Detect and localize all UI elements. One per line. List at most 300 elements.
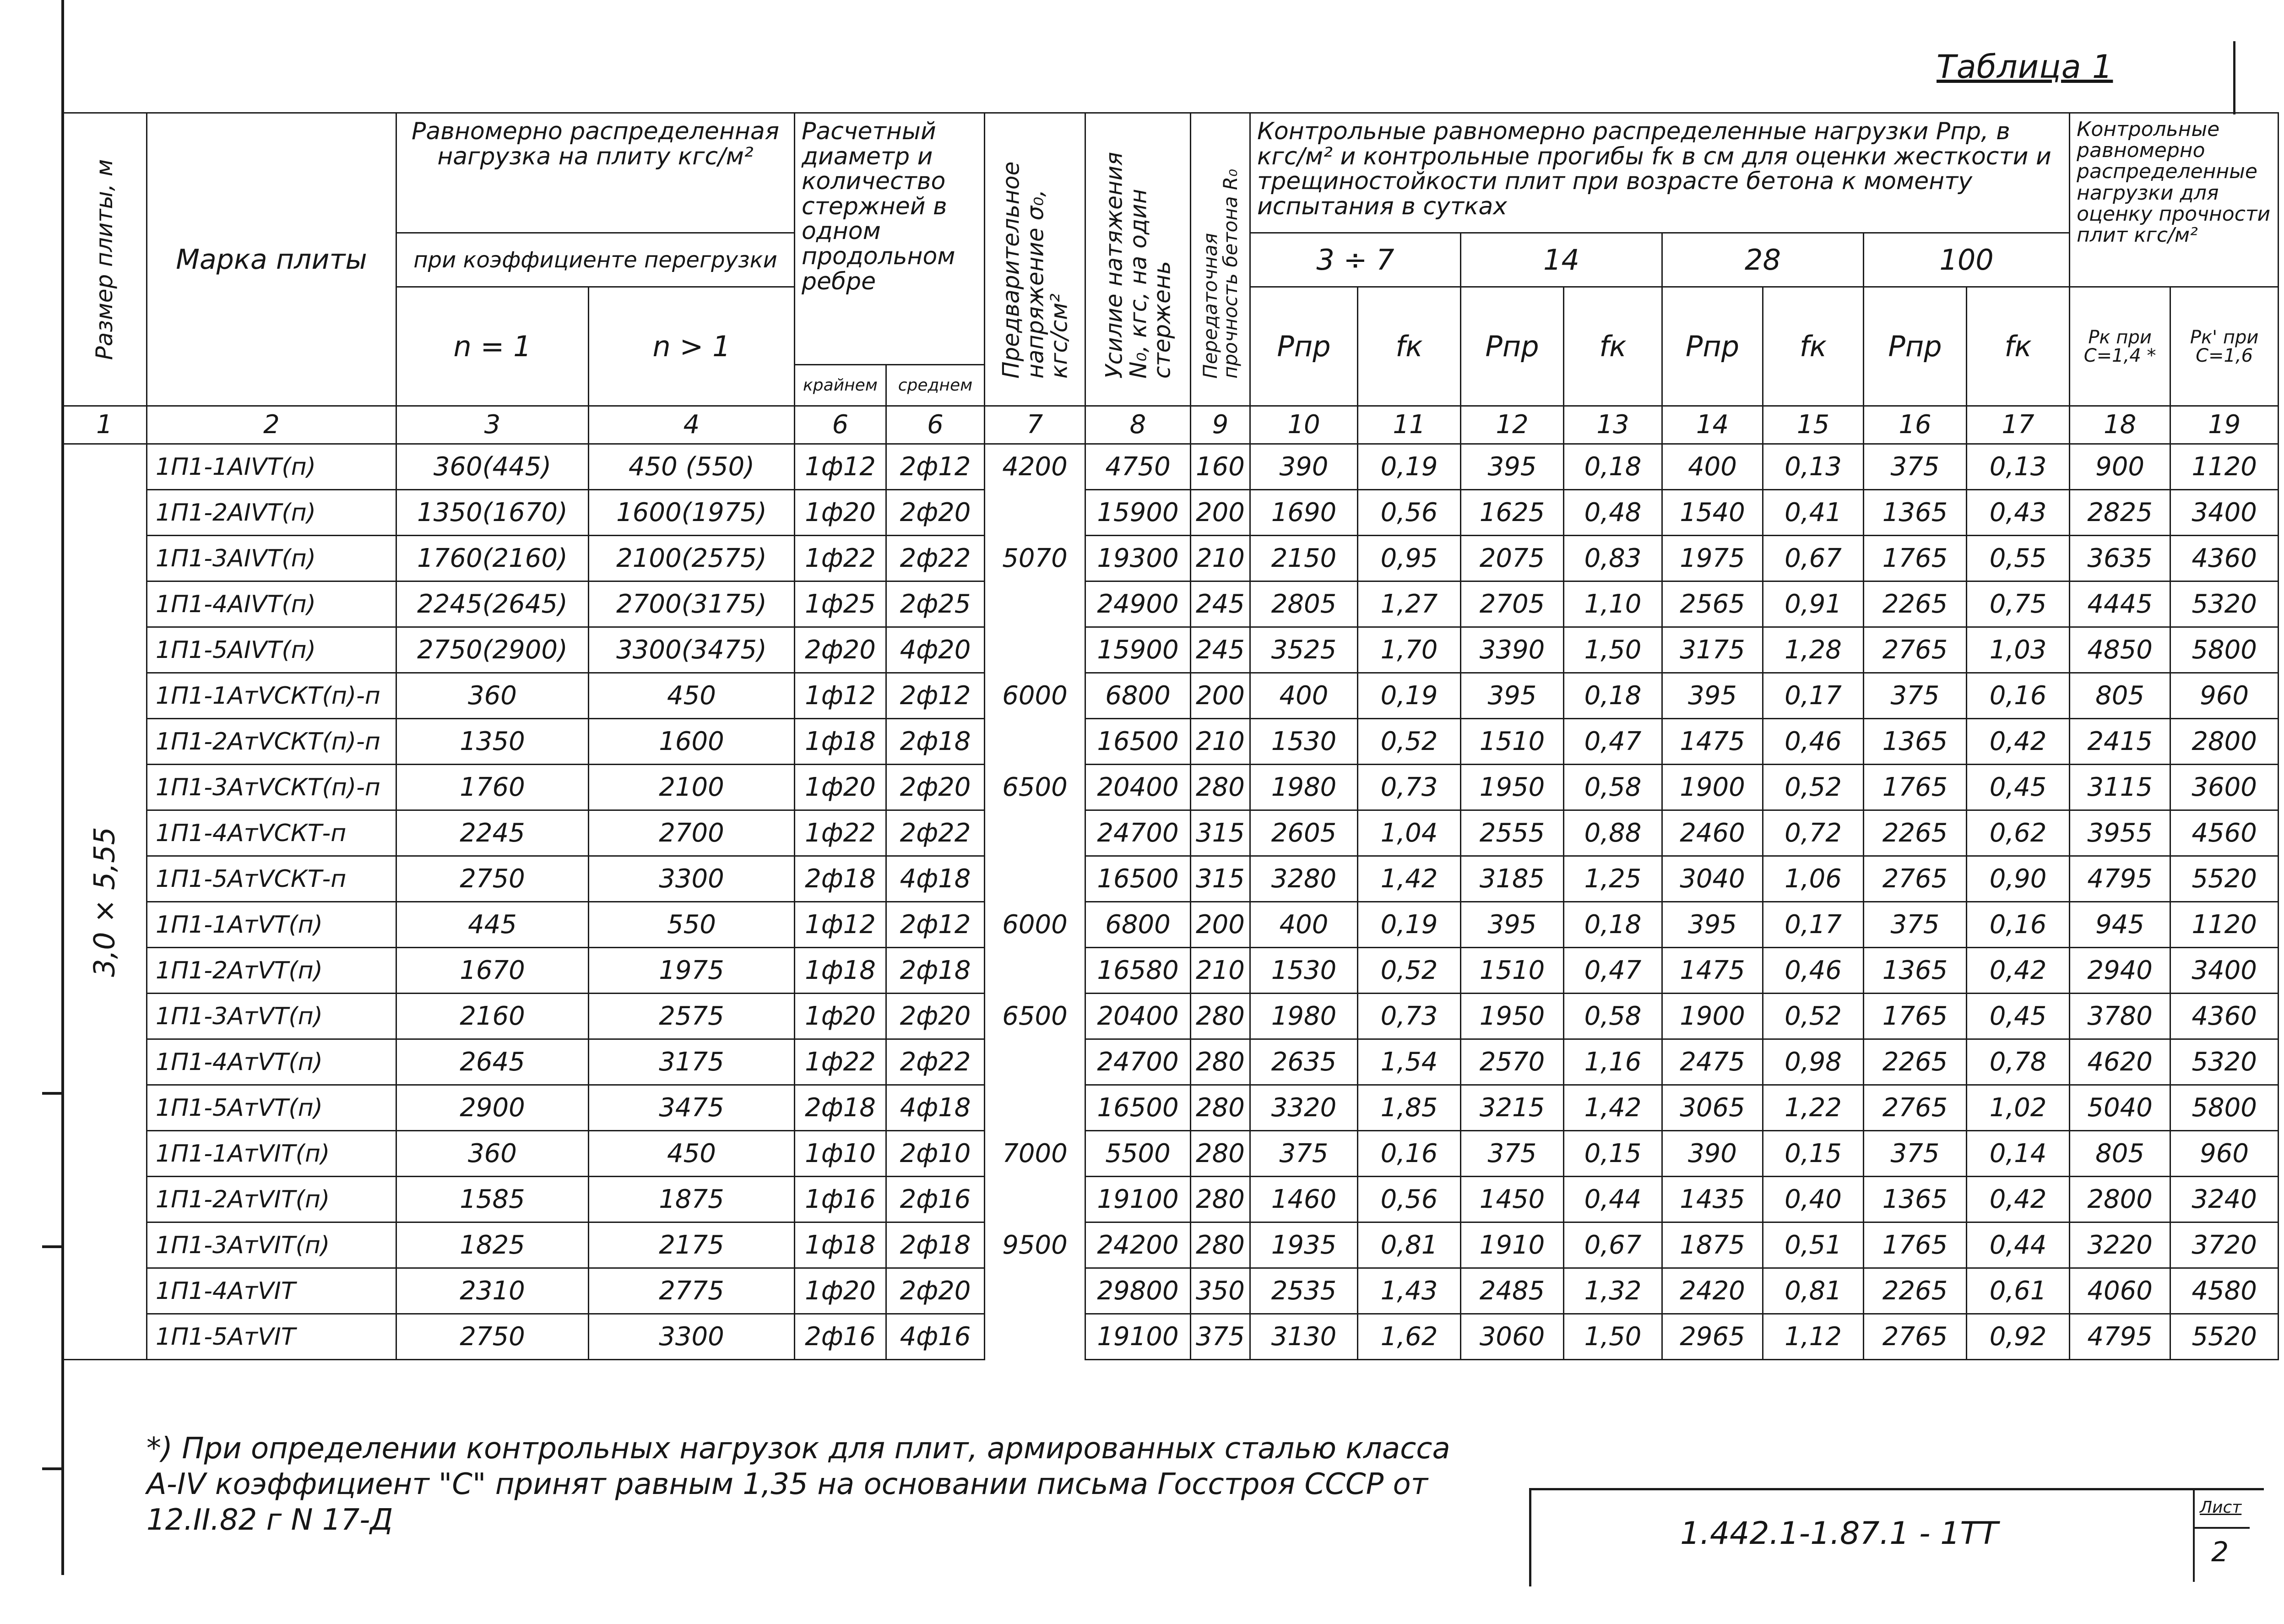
rebar-edge: 1ф18 (795, 719, 886, 765)
p-28: 2475 (1662, 1039, 1763, 1085)
f-14: 1,42 (1564, 1085, 1662, 1131)
header-overload-coeff: при коэффициенте перегрузки (396, 233, 795, 287)
rebar-edge: 1ф22 (795, 1039, 886, 1085)
f-28: 0,46 (1763, 948, 1864, 994)
frame-right-border (2233, 41, 2235, 114)
p-100: 2765 (1864, 1314, 1967, 1360)
f-28: 1,28 (1763, 627, 1864, 673)
p-14: 2705 (1461, 581, 1564, 627)
tension-force: 19100 (1085, 1177, 1191, 1222)
load-n-gt1: 1600(1975) (589, 490, 795, 536)
load-n1: 1760(2160) (396, 536, 589, 581)
f-100: 0,14 (1967, 1131, 2070, 1177)
column-index-cell: 17 (1967, 406, 2070, 444)
p-100: 375 (1864, 1131, 1967, 1177)
column-index-cell: 12 (1461, 406, 1564, 444)
f-100: 0,92 (1967, 1314, 2070, 1360)
table-row (62, 1314, 2279, 1360)
f-14: 0,18 (1564, 902, 1662, 948)
f-3-7: 1,62 (1358, 1314, 1461, 1360)
tension-force: 6800 (1085, 902, 1191, 948)
column-index-cell: 10 (1250, 406, 1358, 444)
tension-force: 20400 (1085, 994, 1191, 1039)
rebar-edge: 1ф22 (795, 536, 886, 581)
title-block-divider (2193, 1490, 2195, 1582)
header-age-3-7: 3 ÷ 7 (1250, 233, 1461, 287)
rebar-edge: 2ф18 (795, 856, 886, 902)
plate-mark: 1П1-1АIVТ(п) (147, 444, 396, 490)
header-force: Усилие натяжения N₀, кгс, на один стержень (1085, 113, 1191, 406)
f-28: 0,52 (1763, 765, 1864, 810)
prestress: 4200 (985, 444, 1085, 490)
load-n-gt1: 1975 (589, 948, 795, 994)
prestress (985, 1314, 1085, 1360)
f-100: 0,42 (1967, 1177, 2070, 1222)
transfer-strength: 200 (1191, 490, 1250, 536)
f-3-7: 0,52 (1358, 719, 1461, 765)
f-14: 0,47 (1564, 719, 1662, 765)
f-100: 0,45 (1967, 765, 2070, 810)
load-n1: 360(445) (396, 444, 589, 490)
f-14: 1,50 (1564, 1314, 1662, 1360)
f-3-7: 0,52 (1358, 948, 1461, 994)
f-100: 0,42 (1967, 719, 2070, 765)
f-100: 0,61 (1967, 1268, 2070, 1314)
f-14: 0,44 (1564, 1177, 1662, 1222)
column-index-row (62, 406, 2279, 444)
f-3-7: 0,56 (1358, 1177, 1461, 1222)
pk-c14: 945 (2070, 902, 2170, 948)
header-fk: fк (1763, 287, 1864, 406)
prestress: 6500 (985, 994, 1085, 1039)
table-row (62, 856, 2279, 902)
rebar-edge: 1ф20 (795, 765, 886, 810)
table-row (62, 948, 2279, 994)
f-3-7: 0,81 (1358, 1222, 1461, 1268)
plate-mark: 1П1-5АтVIТ (147, 1314, 396, 1360)
header-prestress: Предварительное напряжение σ₀, кгс/см² (985, 113, 1085, 406)
p-14: 375 (1461, 1131, 1564, 1177)
rebar-edge: 1ф16 (795, 1177, 886, 1222)
load-n1: 2750(2900) (396, 627, 589, 673)
rebar-mid: 2ф12 (886, 902, 985, 948)
f-14: 0,83 (1564, 536, 1662, 581)
plate-mark: 1П1-4АтVIТ (147, 1268, 396, 1314)
rebar-edge: 1ф18 (795, 1222, 886, 1268)
p-28: 3040 (1662, 856, 1763, 902)
f-3-7: 1,04 (1358, 810, 1461, 856)
column-index-cell: 1 (62, 406, 147, 444)
p-14: 1910 (1461, 1222, 1564, 1268)
p-100: 1765 (1864, 765, 1967, 810)
p-28: 2965 (1662, 1314, 1763, 1360)
load-n-gt1: 2100(2575) (589, 536, 795, 581)
pk-c16: 3240 (2170, 1177, 2279, 1222)
table-row (62, 994, 2279, 1039)
load-n1: 1350(1670) (396, 490, 589, 536)
p-14: 2570 (1461, 1039, 1564, 1085)
frame-tick (42, 1092, 63, 1095)
p-28: 1975 (1662, 536, 1763, 581)
plate-mark: 1П1-4АтVТ(п) (147, 1039, 396, 1085)
load-table (61, 112, 2279, 1360)
pk-c14: 3115 (2070, 765, 2170, 810)
p-14: 1625 (1461, 490, 1564, 536)
pk-c16: 4360 (2170, 536, 2279, 581)
load-n1: 1585 (396, 1177, 589, 1222)
plate-mark: 1П1-3АтVСКТ(п)-п (147, 765, 396, 810)
f-100: 0,78 (1967, 1039, 2070, 1085)
pk-c14: 2825 (2070, 490, 2170, 536)
load-n1: 2645 (396, 1039, 589, 1085)
rebar-mid: 4ф18 (886, 856, 985, 902)
p-14: 2555 (1461, 810, 1564, 856)
load-n-gt1: 3175 (589, 1039, 795, 1085)
f-100: 0,42 (1967, 948, 2070, 994)
plate-mark: 1П1-4АIVТ(п) (147, 581, 396, 627)
p-28: 1435 (1662, 1177, 1763, 1222)
table-label: Таблица 1 (1937, 48, 2113, 86)
sheet-label: Лист (2200, 1498, 2242, 1517)
rebar-mid: 2ф22 (886, 1039, 985, 1085)
transfer-strength: 280 (1191, 1177, 1250, 1222)
f-100: 0,16 (1967, 902, 2070, 948)
table-row (62, 765, 2279, 810)
p-14: 1510 (1461, 948, 1564, 994)
header-transfer-strength: Передаточная прочность бетона R₀ (1191, 113, 1250, 406)
table-row (62, 719, 2279, 765)
pk-c16: 1120 (2170, 444, 2279, 490)
f-3-7: 1,27 (1358, 581, 1461, 627)
prestress: 6500 (985, 765, 1085, 810)
rebar-edge: 1ф25 (795, 581, 886, 627)
f-3-7: 0,16 (1358, 1131, 1461, 1177)
document-code: 1.442.1-1.87.1 - 1ТТ (1680, 1515, 1998, 1552)
pk-c14: 5040 (2070, 1085, 2170, 1131)
tension-force: 19100 (1085, 1314, 1191, 1360)
transfer-strength: 280 (1191, 994, 1250, 1039)
transfer-strength: 350 (1191, 1268, 1250, 1314)
p-3-7: 1980 (1250, 765, 1358, 810)
pk-c16: 3400 (2170, 948, 2279, 994)
column-index-cell: 7 (985, 406, 1085, 444)
size-label: 3,0 × 5,55 (87, 826, 121, 977)
p-100: 1765 (1864, 994, 1967, 1039)
p-100: 2265 (1864, 1039, 1967, 1085)
table-row (62, 1177, 2279, 1222)
rebar-mid: 4ф16 (886, 1314, 985, 1360)
sheet-number: 2 (2211, 1536, 2229, 1568)
table-row (62, 1222, 2279, 1268)
transfer-strength: 315 (1191, 856, 1250, 902)
column-index-cell: 4 (589, 406, 795, 444)
header-rebar: Расчетный диаметр и количество стержней в одном продольном ребре (795, 113, 985, 365)
pk-c16: 5320 (2170, 1039, 2279, 1085)
f-14: 0,58 (1564, 994, 1662, 1039)
header-age-28: 28 (1662, 233, 1864, 287)
f-3-7: 0,95 (1358, 536, 1461, 581)
transfer-strength: 280 (1191, 1222, 1250, 1268)
f-100: 1,02 (1967, 1085, 2070, 1131)
header-ppr: Pпр (1864, 287, 1967, 406)
f-3-7: 0,19 (1358, 444, 1461, 490)
p-28: 390 (1662, 1131, 1763, 1177)
f-100: 0,43 (1967, 490, 2070, 536)
p-100: 375 (1864, 902, 1967, 948)
f-14: 0,18 (1564, 673, 1662, 719)
frame-tick (42, 1245, 63, 1248)
pk-c14: 4620 (2070, 1039, 2170, 1085)
load-n1: 1670 (396, 948, 589, 994)
p-100: 2265 (1864, 1268, 1967, 1314)
load-n1: 2750 (396, 856, 589, 902)
p-14: 1950 (1461, 765, 1564, 810)
p-3-7: 3130 (1250, 1314, 1358, 1360)
f-100: 0,62 (1967, 810, 2070, 856)
transfer-strength: 160 (1191, 444, 1250, 490)
prestress (985, 1268, 1085, 1314)
pk-c16: 4580 (2170, 1268, 2279, 1314)
load-n-gt1: 450 (550) (589, 444, 795, 490)
pk-c16: 2800 (2170, 719, 2279, 765)
pk-c14: 900 (2070, 444, 2170, 490)
prestress: 6000 (985, 902, 1085, 948)
p-3-7: 1980 (1250, 994, 1358, 1039)
rebar-mid: 2ф18 (886, 719, 985, 765)
transfer-strength: 210 (1191, 719, 1250, 765)
load-n1: 445 (396, 902, 589, 948)
transfer-strength: 200 (1191, 673, 1250, 719)
header-fk: fк (1564, 287, 1662, 406)
plate-mark: 1П1-1АтVТ(п) (147, 902, 396, 948)
rebar-mid: 2ф25 (886, 581, 985, 627)
f-28: 1,06 (1763, 856, 1864, 902)
pk-c14: 805 (2070, 673, 2170, 719)
f-100: 0,55 (1967, 536, 2070, 581)
prestress (985, 581, 1085, 627)
p-28: 1475 (1662, 719, 1763, 765)
table-row (62, 1131, 2279, 1177)
f-28: 0,67 (1763, 536, 1864, 581)
p-28: 395 (1662, 673, 1763, 719)
load-n-gt1: 3300 (589, 1314, 795, 1360)
f-100: 0,75 (1967, 581, 2070, 627)
p-28: 400 (1662, 444, 1763, 490)
rebar-mid: 2ф10 (886, 1131, 985, 1177)
pk-c14: 2940 (2070, 948, 2170, 994)
pk-c16: 960 (2170, 1131, 2279, 1177)
f-28: 1,12 (1763, 1314, 1864, 1360)
table-row (62, 490, 2279, 536)
p-100: 1765 (1864, 536, 1967, 581)
column-index-cell: 9 (1191, 406, 1250, 444)
p-14: 1450 (1461, 1177, 1564, 1222)
plate-mark: 1П1-2АтVСКТ(п)-п (147, 719, 396, 765)
tension-force: 16500 (1085, 856, 1191, 902)
plate-mark: 1П1-4АтVСКТ-п (147, 810, 396, 856)
rebar-edge: 2ф18 (795, 1085, 886, 1131)
rebar-mid: 2ф22 (886, 810, 985, 856)
p-28: 1475 (1662, 948, 1763, 994)
rebar-edge: 1ф10 (795, 1131, 886, 1177)
f-14: 1,10 (1564, 581, 1662, 627)
f-28: 0,17 (1763, 673, 1864, 719)
rebar-edge: 1ф20 (795, 490, 886, 536)
p-28: 1900 (1662, 994, 1763, 1039)
header-age-100: 100 (1864, 233, 2070, 287)
p-100: 1765 (1864, 1222, 1967, 1268)
rebar-edge: 1ф20 (795, 1268, 886, 1314)
load-n-gt1: 2575 (589, 994, 795, 1039)
p-28: 1540 (1662, 490, 1763, 536)
column-index-cell: 15 (1763, 406, 1864, 444)
pk-c14: 4850 (2070, 627, 2170, 673)
rebar-edge: 1ф12 (795, 673, 886, 719)
p-100: 2765 (1864, 627, 1967, 673)
transfer-strength: 315 (1191, 810, 1250, 856)
plate-mark: 1П1-1АтVIТ(п) (147, 1131, 396, 1177)
rebar-mid: 2ф20 (886, 1268, 985, 1314)
pk-c14: 3955 (2070, 810, 2170, 856)
pk-c14: 2800 (2070, 1177, 2170, 1222)
f-14: 0,48 (1564, 490, 1662, 536)
load-n1: 2310 (396, 1268, 589, 1314)
tension-force: 16500 (1085, 1085, 1191, 1131)
size-cell (62, 444, 147, 1360)
p-14: 3185 (1461, 856, 1564, 902)
header-ppr: Pпр (1662, 287, 1763, 406)
f-3-7: 1,85 (1358, 1085, 1461, 1131)
rebar-edge: 1ф20 (795, 994, 886, 1039)
load-n-gt1: 2175 (589, 1222, 795, 1268)
header-age-14: 14 (1461, 233, 1662, 287)
f-14: 0,58 (1564, 765, 1662, 810)
prestress (985, 490, 1085, 536)
f-14: 0,47 (1564, 948, 1662, 994)
rebar-mid: 2ф20 (886, 765, 985, 810)
plate-mark: 1П1-2АтVТ(п) (147, 948, 396, 994)
table-row (62, 536, 2279, 581)
load-n1: 1825 (396, 1222, 589, 1268)
header-n1: n = 1 (396, 287, 589, 406)
f-3-7: 1,42 (1358, 856, 1461, 902)
p-28: 2420 (1662, 1268, 1763, 1314)
p-100: 1365 (1864, 948, 1967, 994)
header-ppr: Pпр (1461, 287, 1564, 406)
f-28: 0,46 (1763, 719, 1864, 765)
f-28: 0,98 (1763, 1039, 1864, 1085)
f-3-7: 0,73 (1358, 994, 1461, 1039)
load-n1: 2160 (396, 994, 589, 1039)
p-28: 3065 (1662, 1085, 1763, 1131)
header-ppr: Pпр (1250, 287, 1358, 406)
p-3-7: 400 (1250, 673, 1358, 719)
rebar-mid: 2ф22 (886, 536, 985, 581)
header-fk: fк (1967, 287, 2070, 406)
pk-c16: 5800 (2170, 1085, 2279, 1131)
p-28: 1875 (1662, 1222, 1763, 1268)
prestress (985, 1039, 1085, 1085)
p-14: 395 (1461, 444, 1564, 490)
f-28: 0,41 (1763, 490, 1864, 536)
tension-force: 24900 (1085, 581, 1191, 627)
pk-c16: 3600 (2170, 765, 2279, 810)
tension-force: 20400 (1085, 765, 1191, 810)
f-3-7: 0,73 (1358, 765, 1461, 810)
tension-force: 16500 (1085, 719, 1191, 765)
load-n1: 2750 (396, 1314, 589, 1360)
header-control: Контрольные равномерно распределенные нагрузки Pпр, в кгс/м² и контрольные прогибы fк в см для оценки жесткости и трещиностойкости плит при возрасте бетона к моменту испытания в сутках (1250, 113, 2070, 233)
load-n1: 1350 (396, 719, 589, 765)
prestress (985, 627, 1085, 673)
f-28: 0,91 (1763, 581, 1864, 627)
plate-mark: 1П1-5АIVТ(п) (147, 627, 396, 673)
f-28: 1,22 (1763, 1085, 1864, 1131)
table-row (62, 902, 2279, 948)
tension-force: 24200 (1085, 1222, 1191, 1268)
rebar-mid: 2ф16 (886, 1177, 985, 1222)
p-3-7: 3280 (1250, 856, 1358, 902)
p-28: 395 (1662, 902, 1763, 948)
p-3-7: 2805 (1250, 581, 1358, 627)
f-100: 1,03 (1967, 627, 2070, 673)
p-14: 1510 (1461, 719, 1564, 765)
p-14: 3390 (1461, 627, 1564, 673)
p-14: 1950 (1461, 994, 1564, 1039)
p-100: 2765 (1864, 856, 1967, 902)
load-n-gt1: 3300 (589, 856, 795, 902)
transfer-strength: 210 (1191, 948, 1250, 994)
header-crack: Контрольные равномерно распределенные нагрузки для оценку прочности плит кгс/м² (2070, 113, 2279, 287)
pk-c14: 4795 (2070, 856, 2170, 902)
p-100: 1365 (1864, 1177, 1967, 1222)
plate-mark: 1П1-3АIVТ(п) (147, 536, 396, 581)
pk-c16: 5800 (2170, 627, 2279, 673)
rebar-edge: 1ф18 (795, 948, 886, 994)
p-3-7: 3525 (1250, 627, 1358, 673)
tension-force: 4750 (1085, 444, 1191, 490)
p-28: 2565 (1662, 581, 1763, 627)
f-14: 1,25 (1564, 856, 1662, 902)
header-uniform-load: Равномерно распределенная нагрузка на плиту кгс/м² (396, 113, 795, 233)
rebar-mid: 2ф18 (886, 1222, 985, 1268)
tension-force: 29800 (1085, 1268, 1191, 1314)
p-28: 1900 (1662, 765, 1763, 810)
load-n1: 1760 (396, 765, 589, 810)
column-index-cell: 6 (886, 406, 985, 444)
f-100: 0,13 (1967, 444, 2070, 490)
load-n-gt1: 550 (589, 902, 795, 948)
column-index-cell: 2 (147, 406, 396, 444)
plate-mark: 1П1-3АтVIТ(п) (147, 1222, 396, 1268)
f-28: 0,13 (1763, 444, 1864, 490)
pk-c16: 5520 (2170, 856, 2279, 902)
f-3-7: 1,70 (1358, 627, 1461, 673)
pk-c14: 3780 (2070, 994, 2170, 1039)
p-3-7: 2605 (1250, 810, 1358, 856)
load-n-gt1: 3300(3475) (589, 627, 795, 673)
p-100: 375 (1864, 444, 1967, 490)
f-100: 0,16 (1967, 673, 2070, 719)
p-14: 3215 (1461, 1085, 1564, 1131)
prestress (985, 719, 1085, 765)
load-n-gt1: 2700 (589, 810, 795, 856)
column-index-cell: 16 (1864, 406, 1967, 444)
rebar-edge: 1ф12 (795, 444, 886, 490)
prestress (985, 810, 1085, 856)
p-14: 2485 (1461, 1268, 1564, 1314)
rebar-mid: 2ф20 (886, 490, 985, 536)
